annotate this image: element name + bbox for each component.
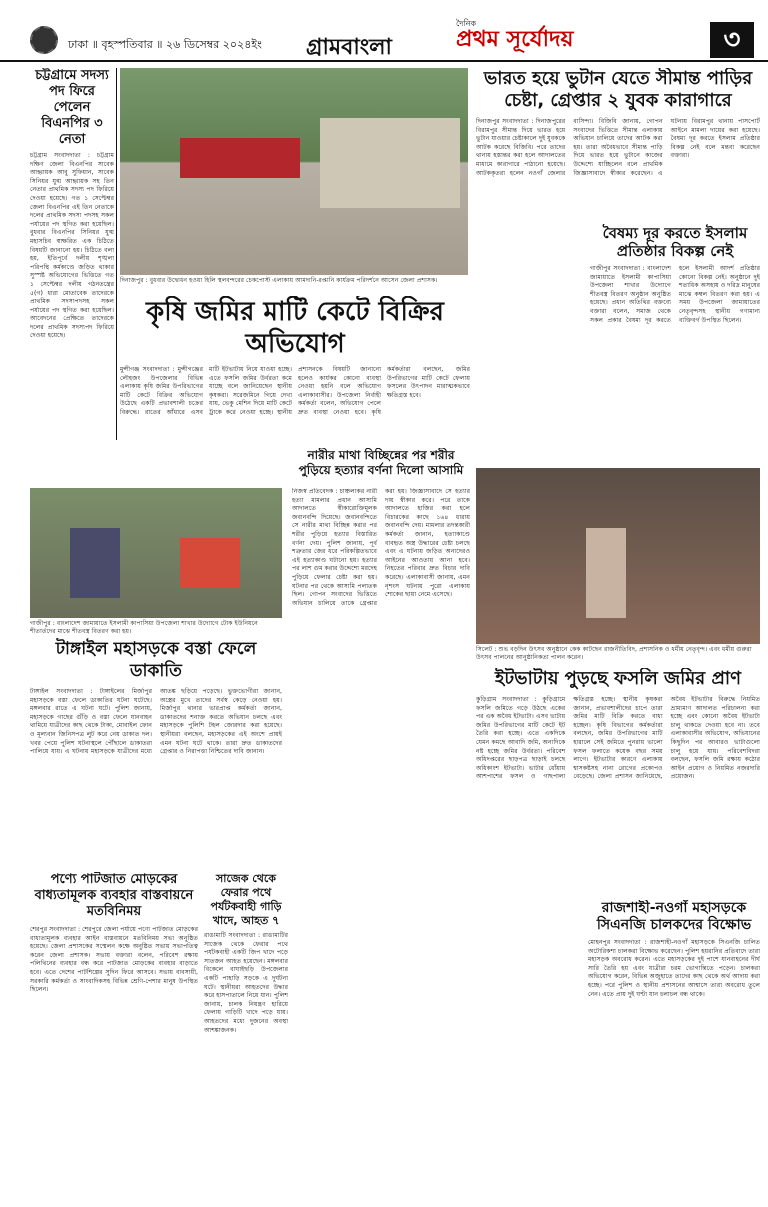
body-bhutan: দিনাজপুর সংবাদদাতা : দিনাজপুরের বিরামপুর সীমান্ত দিয়ে ভারত হয়ে ভুটান যাওয়ার চেষ্টাকালে দুই যুবককে আটক করেছে বিজিবি। পরে তাদের থানায় হস্তান্তর করা হলে আদালতের মাধ্যমে কারাগারে পাঠানো হয়েছে। আটককৃতরা হলেন নওগাঁ জেলার বাসিন্দা। বিজিবি জানায়, গোপন সংবাদের ভিত্তিতে সীমান্ত এলাকায় অভিযান চালিয়ে তাদের আটক করা হয়। তারা অবৈধভাবে সীমান্ত পাড়ি দিয়ে ভারত হয়ে ভুটানে কাজের উদ্দেশ্যে যাচ্ছিলেন বলে প্রাথমিক জিজ্ঞাসাবাদে স্বীকার করেছেন। এ ঘটনায় বিরামপুর থানায় পাসপোর্ট আইনে মামলা দায়ের করা হয়েছে। বৈষম্য দূর করতে ইসলাম প্রতিষ্ঠার বিকল্প নেই বলে মন্তব্য করেছেন বক্তারা। — [476, 118, 760, 177]
article-jute — [30, 872, 198, 1202]
checkpost-photo — [120, 68, 468, 275]
headline-bhutan: ভারত হয়ে ভুটান যেতে সীমান্ত পাড়ির চেষ্টা, গ্রেপ্তার ২ যুবক কারাগারে — [483, 68, 753, 111]
headline-itbhata: ইটভাটায় পুড়ছে ফসলি জমির প্রাণ — [494, 668, 741, 689]
article-chattogram — [30, 68, 114, 440]
body-boishommo: গাজীপুর সংবাদদাতা : বাংলাদেশ জামায়াতে ইসলামী কাপাসিয়া উপজেলা শাখার উদ্যোগে শীতবস্ত্র বিতরণ অনুষ্ঠান অনুষ্ঠিত হয়েছে। প্রধান অতিথির বক্তব্যে বক্তারা বলেন, সমাজ থেকে সকল প্রকার বৈষম্য দূর করতে হলে ইসলামী আদর্শ প্রতিষ্ঠার কোনো বিকল্প নেই। অনুষ্ঠানে দুই শতাধিক অসহায় ও দরিদ্র মানুষের মাঝে কম্বল বিতরণ করা হয়। এ সময় উপজেলা জামায়াতের নেতৃবৃন্দসহ স্থানীয় গণ্যমান্য ব্যক্তিবর্গ উপস্থিত ছিলেন। — [590, 265, 760, 324]
section-title: গ্রামবাংলা — [306, 35, 392, 60]
headline-krishi: কৃষি জমির মাটি কেটে বিক্রির অভিযোগ — [146, 297, 444, 359]
article-narir — [292, 488, 470, 1200]
article-rajshahi — [588, 900, 760, 1200]
caption-sylhet: সিলেট : শুভ বড়দিন উৎসব অনুষ্ঠানে কেক কাটছেন রাজনীতিবিদ, প্রশাসনিক ও ধর্মীয় নেতৃবৃন্দ। এবং ধর্মীয় গুরুরা উৎসব পালনের আনুষ্ঠানিকতা পালন করেন। — [476, 646, 752, 661]
paper-name: প্রথম সূর্যোদয় — [456, 27, 574, 52]
masthead — [0, 0, 768, 62]
body-chattogram: চট্টগ্রাম সংবাদদাতা : চট্টগ্রাম দক্ষিণ জেলা বিএনপির সাবেক আহ্বায়ক আবু সুফিয়ান, সাবেক সিনিয়র যুগ্ম আহ্বায়ক সহ তিন নেতার প্রাথমিক সদস্য পদ ফিরিয়ে দেওয়া হয়েছে। গত ১ সেপ্টেম্বর জেলা বিএনপির এই তিন নেতাকে দলের প্রাথমিক সদস্য পদসহ সকল পর্যায়ের পদ স্থগিত করা হয়েছিল। বুধবার বিএনপির সিনিয়র যুগ্ম মহাসচিব স্বাক্ষরিত এক চিঠিতে বিষয়টি জানানো হয়। চিঠিতে বলা হয়, ইতিপূর্বে দলীয় শৃঙ্খলা পরিপন্থি কর্মকাণ্ডে জড়িত থাকার সুস্পষ্ট অভিযোগের ভিত্তিতে গত ১ সেপ্টেম্বর দলীয় গঠনতন্ত্রের ৫(গ) ধারা মোতাবেক তাদেরকে প্রাথমিক সদস্যপদসহ সকল পর্যায়ের পদ স্থগিত করা হয়েছিল। আবেদনের প্রেক্ষিতে তাদেরকে দলের প্রাথমিক সদস্যপদ ফিরিয়ে দেওয়া হয়েছে। — [30, 152, 114, 340]
sylhet-photo — [476, 468, 760, 644]
headline-tangail: টাঙ্গাইল মহাসড়কে বস্তা ফেলে ডাকাতি — [55, 639, 257, 681]
photo-person — [586, 528, 626, 618]
headline-jute: পণ্যে পাটজাত মোড়কের বাধ্যতামূলক ব্যবহার বাস্তবায়নে মতবিনিময় — [34, 872, 194, 919]
headline-narir-box — [292, 448, 470, 484]
body-tangail: টাঙ্গাইল সংবাদদাতা : টাঙ্গাইলের মির্জাপুর মহাসড়কে বস্তা ফেলে ডাকাতির ঘটনা ঘটেছে। মঙ্গলবার রাতে এ ঘটনা ঘটে। পুলিশ জানায়, মহাসড়কে গাছের গুঁড়ি ও বস্তা ফেলে যানবাহন থামিয়ে যাত্রীদের কাছ থেকে টাকা, মোবাইল ফোন ও মূল্যবান জিনিসপত্র লুট করে নেয় ডাকাত দল। খবর পেয়ে পুলিশ ঘটনাস্থলে পৌঁছালে ডাকাতরা পালিয়ে যায়। এ ঘটনায় মহাসড়কে যাত্রীদের মধ্যে আতঙ্ক ছড়িয়ে পড়েছে। ভুক্তভোগীরা জানান, অস্ত্রের মুখে তাদের সর্বস্ব কেড়ে নেওয়া হয়। মির্জাপুর থানার ভারপ্রাপ্ত কর্মকর্তা জানান, ডাকাতদের শনাক্ত করতে অভিযান চলছে এবং মহাসড়কে পুলিশি টহল জোরদার করা হয়েছে। স্থানীয়রা বলছেন, মহাসড়কের এই অংশে প্রায়ই এমন ঘটনা ঘটে থাকে। তারা দ্রুত ডাকাতদের গ্রেপ্তার ও নিরাপত্তা নিশ্চিতের দাবি জানান। — [30, 688, 282, 756]
article-krishi — [120, 296, 470, 446]
article-boishommo — [590, 224, 760, 460]
caption-checkpost: দিনাজপুর : বুধবার উদ্বোধন হওয়া হিলি স্থলবন্দরের চেকপোস্ট এলাকায় আমদানি-রপ্তানি কার্যক্রম পরিদর্শনে আসেন জেলা প্রশাসক। — [120, 277, 438, 284]
gazipur-photo — [30, 488, 282, 618]
photo-building — [320, 118, 460, 208]
body-jute: শেরপুর সংবাদদাতা : শেরপুরে জেলা পর্যায়ে পণ্যে পাটজাত মোড়কের বাধ্যতামূলক ব্যবহার আইন বাস্তবায়নে মতবিনিময় সভা অনুষ্ঠিত হয়েছে। জেলা প্রশাসকের সম্মেলন কক্ষে অনুষ্ঠিত সভায় সভাপতিত্ব করেন জেলা প্রশাসক। সভায় বক্তারা বলেন, পরিবেশ রক্ষায় পলিথিনের ব্যবহার বন্ধ করে পাটজাত মোড়কের ব্যবহার বাড়াতে হবে। এতে দেশের পাটশিল্পের সুদিন ফিরে আসবে। সভায় ব্যবসায়ী, সরকারি কর্মকর্তা ও সাংবাদিকসহ বিভিন্ন শ্রেণি-পেশার মানুষ উপস্থিত ছিলেন। — [30, 926, 198, 994]
body-rajshahi: মোহনপুর সংবাদদাতা : রাজশাহী-নওগাঁ মহাসড়কে সিএনজি চালিত অটোরিকশা চালকরা বিক্ষোভ করেছেন। পুলিশ হয়রানির প্রতিবাদে তারা মহাসড়ক অবরোধ করেন। এতে মহাসড়কের দুই পাশে যানবাহনের দীর্ঘ সারি তৈরি হয় এবং যাত্রীরা চরম ভোগান্তিতে পড়েন। চালকরা অভিযোগ করেন, বিভিন্ন অজুহাতে তাদের কাছ থেকে অর্থ আদায় করা হচ্ছে। পরে পুলিশ ও স্থানীয় প্রশাসনের আশ্বাসে তারা অবরোধ তুলে নেন। এতে প্রায় দুই ঘণ্টা যান চলাচল বন্ধ থাকে। — [588, 939, 760, 998]
headline-chattogram: চট্টগ্রামে সদস্য পদ ফিরে পেলেন বিএনপির ৩ নেতা — [35, 68, 109, 147]
article-tangail — [30, 638, 282, 864]
caption-gazipur: গাজীপুর : বাংলাদেশ জামায়াতে ইসলামী কাপাসিয়া উপজেলা শাখার উদ্যোগে টোক ইউনিয়নে শীতার্তদের মাঝে শীতবস্ত্র বিতরণ করা হয়। — [30, 620, 258, 635]
daily-label: দৈনিক — [456, 19, 477, 28]
column-rule — [116, 68, 117, 440]
page-number: ৩ — [710, 22, 754, 58]
headline-sajek: সাজেক থেকে ফেরার পথে পর্যটকবাহী গাড়ি খাদে, আহত ৭ — [210, 872, 282, 927]
headline-rajshahi: রাজশাহী-নওগাঁ মহাসড়কে সিএনজি চালকদের বিক্ষোভ — [596, 900, 752, 933]
body-itbhata: কুড়িগ্রাম সংবাদদাতা : কুড়িগ্রামে ফসলি জমিতে গড়ে উঠছে একের পর এক অবৈধ ইটভাটা। এসব ভাটায় জমির উপরিভাগের মাটি কেটে ইট তৈরি করা হচ্ছে। এতে একদিকে যেমন কমছে আবাদি জমি, অন্যদিকে নষ্ট হচ্ছে জমির উর্বরতা। পরিবেশ অধিদপ্তরের ছাড়পত্র ছাড়াই চলছে অধিকাংশ ইটভাটা। ভাটার ধোঁয়ায় আশপাশের ফসল ও গাছপালা ক্ষতিগ্রস্ত হচ্ছে। স্থানীয় কৃষকরা জানান, প্রভাবশালীদের চাপে তারা জমির মাটি বিক্রি করতে বাধ্য হচ্ছেন। কৃষি বিভাগের কর্মকর্তারা বলছেন, জমির উপরিভাগের মাটি হারালে সেই জমিতে পুনরায় ভালো ফসল ফলাতে কয়েক বছর সময় লাগে। ইটভাটার কারণে এলাকায় শ্বাসকষ্টসহ নানা রোগের প্রকোপও বেড়েছে। জেলা প্রশাসন জানিয়েছে, অবৈধ ইটভাটার বিরুদ্ধে নিয়মিত ভ্রাম্যমাণ আদালত পরিচালনা করা হচ্ছে এবং কোনো অবৈধ ইটভাটা চালু থাকতে দেওয়া হবে না। তবে এলাকাবাসীর অভিযোগ, অভিযানের কিছুদিন পর আবারও ভাটাগুলো চালু হয়ে যায়। পরিবেশবিদরা বলছেন, ফসলি জমি রক্ষায় কঠোর আইন প্রয়োগ ও নিয়মিত নজরদারি প্রয়োজন। — [476, 696, 760, 781]
body-krishi: মুন্সীগঞ্জ সংবাদদাতা : মুন্সীগঞ্জের লৌহজং উপজেলার বিভিন্ন এলাকায় কৃষি জমির উপরিভাগের মাটি কেটে বিক্রির অভিযোগ উঠেছে একটি প্রভাবশালী চক্রের বিরুদ্ধে। রাতের আঁধারে এসব মাটি ইটভাটায় নিয়ে যাওয়া হচ্ছে। এতে ফসলি জমির উর্বরতা কমে যাচ্ছে বলে জানিয়েছেন স্থানীয় কৃষকরা। সরেজমিনে গিয়ে দেখা যায়, ভেকু মেশিন দিয়ে মাটি কেটে ট্রাকে করে নেওয়া হচ্ছে। স্থানীয় প্রশাসনকে বিষয়টি জানানো হলেও কার্যকর কোনো ব্যবস্থা নেওয়া হয়নি বলে অভিযোগ এলাকাবাসীর। উপজেলা নির্বাহী কর্মকর্তা বলেন, অভিযোগ পেলে দ্রুত ব্যবস্থা নেওয়া হবে। কৃষি কর্মকর্তারা বলছেন, জমির উপরিভাগের মাটি কেটে ফেলায় ফসলের উৎপাদন মারাত্মকভাবে ক্ষতিগ্রস্ত হবে। — [120, 366, 470, 416]
article-sajek — [204, 872, 288, 1202]
photo-blankets — [180, 538, 240, 588]
body-narir: নিজস্ব প্রতিবেদক : চাঞ্চল্যকর নারী হত্যা মামলার প্রধান আসামি আদালতে স্বীকারোক্তিমূলক জবানবন্দি দিয়েছে। জবানবন্দিতে সে নারীর মাথা বিচ্ছিন্ন করার পর শরীর পুড়িয়ে হত্যার বিস্তারিত বর্ণনা দেয়। পুলিশ জানায়, পূর্ব শত্রুতার জের ধরে পরিকল্পিতভাবে এই হত্যাকাণ্ড ঘটানো হয়। হত্যার পর লাশ গুম করার উদ্দেশ্যে মরদেহ পুড়িয়ে ফেলার চেষ্টা করা হয়। ঘটনার পর থেকে আসামি পলাতক ছিল। গোপন সংবাদের ভিত্তিতে অভিযান চালিয়ে তাকে গ্রেপ্তার করা হয়। জিজ্ঞাসাবাদে সে হত্যার দায় স্বীকার করে। পরে তাকে আদালতে হাজির করা হলে বিচারকের কাছে ১৬৪ ধারায় জবানবন্দি দেয়। মামলার তদন্তকারী কর্মকর্তা জানান, হত্যাকাণ্ডে ব্যবহৃত অস্ত্র উদ্ধারের চেষ্টা চলছে এবং এ ঘটনায় জড়িত অন্যদেরও আইনের আওতায় আনা হবে। নিহতের পরিবার দ্রুত বিচার দাবি করেছে। এলাকাবাসী জানায়, এমন নৃশংস ঘটনায় পুরো এলাকায় শোকের ছায়া নেমে এসেছে। — [292, 488, 470, 607]
date-line: ঢাকা ॥ বৃহস্পতিবার ॥ ২৬ ডিসেম্বর ২০২৪ইং — [68, 38, 262, 51]
photo-people — [70, 528, 120, 598]
article-itbhata — [476, 668, 760, 890]
headline-boishommo: বৈষম্য দূর করতে ইসলাম প্রতিষ্ঠার বিকল্প নেই — [602, 224, 748, 260]
seal-icon — [30, 26, 58, 54]
body-sajek: রাঙামাটি সংবাদদাতা : রাঙামাটির সাজেক থেকে ফেরার পথে পর্যটকবাহী একটি জিপ খাদে পড়ে সাতজন আহত হয়েছেন। মঙ্গলবার বিকেলে বাঘাইছড়ি উপজেলার একটি পাহাড়ি সড়কে এ দুর্ঘটনা ঘটে। স্থানীয়রা আহতদের উদ্ধার করে হাসপাতালে নিয়ে যান। পুলিশ জানায়, চালক নিয়ন্ত্রণ হারিয়ে ফেলায় গাড়িটি খাদে পড়ে যায়। আহতদের মধ্যে দুজনের অবস্থা আশঙ্কাজনক। — [204, 932, 288, 1034]
headline-narir: নারীর মাথা বিচ্ছিন্নের পর শরীর পুড়িয়ে হত্যার বর্ণনা দিলো আসামি — [298, 448, 464, 477]
photo-signboard — [180, 138, 300, 178]
